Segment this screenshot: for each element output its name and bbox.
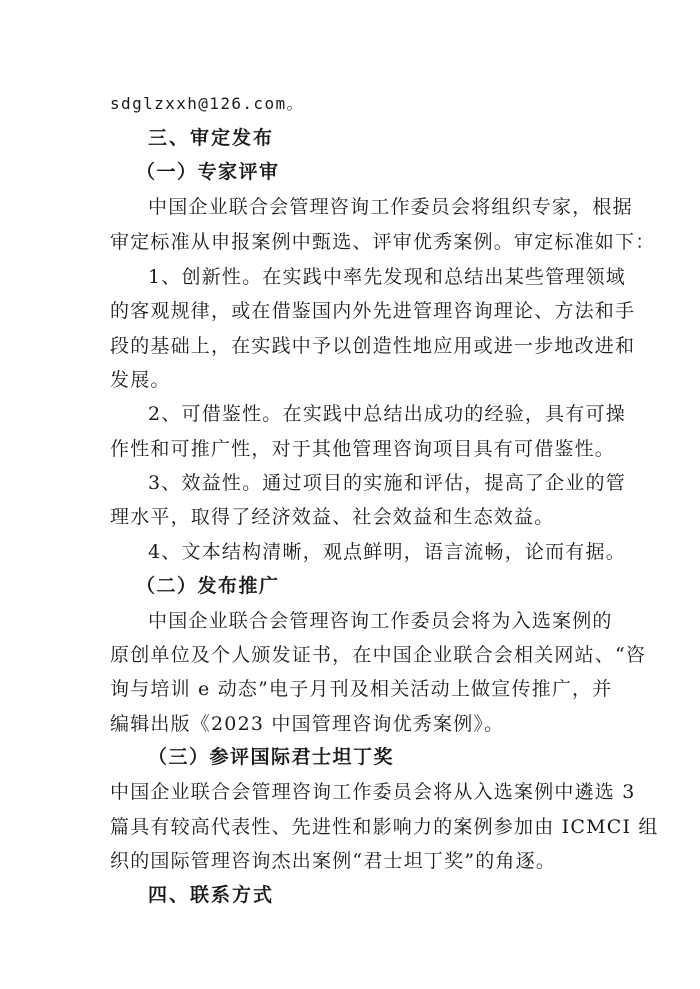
criterion-innovation: 1、创新性。在实践中率先发现和总结出某些管理领域	[148, 266, 626, 288]
section-heading-review-release: 三、审定发布	[148, 127, 275, 149]
paragraph-line: 询与培训 e 动态”电子月刊及相关活动上做宣传推广，并	[110, 678, 613, 700]
section-heading-contact: 四、联系方式	[148, 884, 275, 906]
subsection-heading-publication: （二）发布推广	[136, 575, 280, 597]
paragraph-line: 原创单位及个人颁发证书，在中国企业联合会相关网站、“咨	[110, 644, 647, 666]
criterion-referability: 2、可借鉴性。在实践中总结出成功的经验，具有可操	[148, 403, 626, 425]
paragraph-line: 中国企业联合会管理咨询工作委员会将从入选案例中遴选 3	[110, 781, 636, 803]
paragraph-line: 中国企业联合会管理咨询工作委员会将为入选案例的	[148, 610, 613, 632]
criterion-text-structure: 4、文本结构清晰，观点鲜明，语言流畅，论而有据。	[148, 541, 626, 563]
paragraph-line: 发展。	[110, 369, 171, 391]
paragraph-line: 篇具有较高代表性、先进性和影响力的案例参加由 ICMCI 组	[110, 816, 659, 838]
paragraph-line: 作性和可推广性，对于其他管理咨询项目具有可借鉴性。	[110, 438, 616, 460]
paragraph-line: 编辑出版《2023 中国管理咨询优秀案例》。	[110, 713, 505, 735]
criterion-effectiveness: 3、效益性。通过项目的实施和评估，提高了企业的管	[148, 472, 626, 494]
paragraph-line: 中国企业联合会管理咨询工作委员会将组织专家，根据	[148, 196, 633, 218]
paragraph-line: 审定标准从申报案例中甄选、评审优秀案例。审定标准如下：	[110, 231, 656, 253]
email-continuation: sdglzxxh@126.com。	[110, 94, 304, 113]
paragraph-line: 的客观规律，或在借鉴国内外先进管理咨询理论、方法和手	[110, 300, 636, 322]
paragraph-line: 段的基础上，在实践中予以创造性地应用或进一步地改进和	[110, 335, 636, 357]
subsection-heading-constantinus-award: （三）参评国际君士坦丁奖	[148, 746, 395, 768]
paragraph-line: 理水平，取得了经济效益、社会效益和生态效益。	[110, 506, 555, 528]
paragraph-line: 织的国际管理咨询杰出案例“君士坦丁奖”的角逐。	[110, 850, 557, 872]
subsection-heading-expert-review: （一）专家评审	[136, 161, 280, 183]
